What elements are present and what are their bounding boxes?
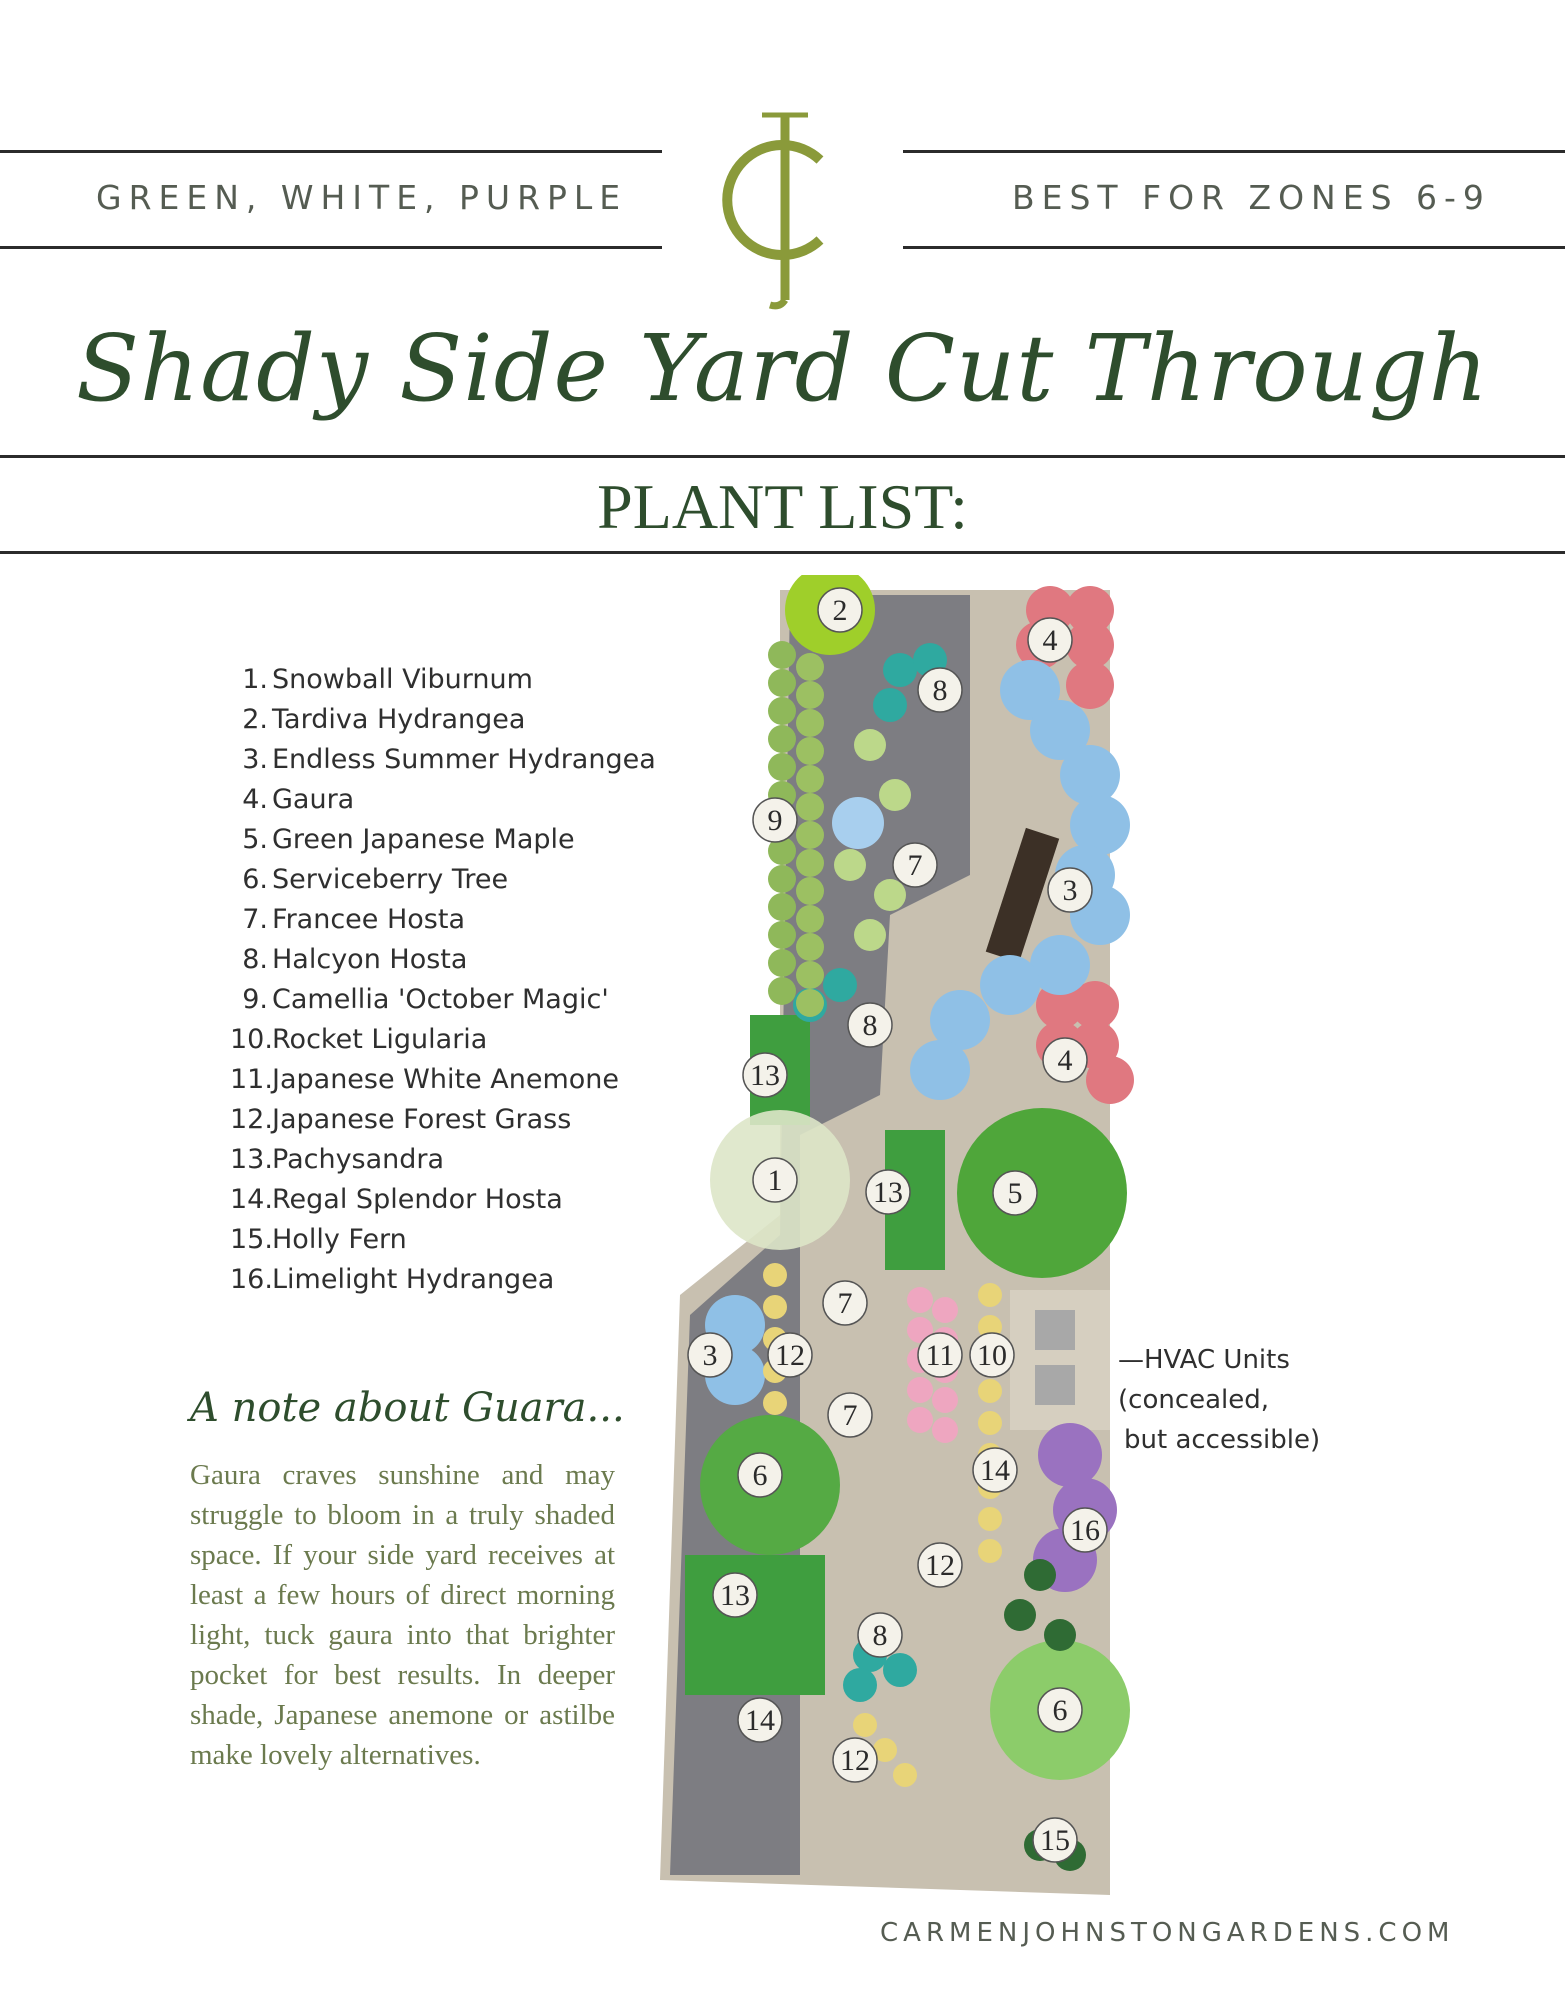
japanese-forest-grass bbox=[978, 1539, 1002, 1563]
plant-list-item bbox=[230, 980, 656, 1020]
plant-marker bbox=[973, 1448, 1017, 1492]
plant-marker bbox=[713, 1573, 757, 1617]
plant-name: Japanese Forest Grass bbox=[272, 1104, 572, 1135]
plant-marker-label: 4 bbox=[1057, 1044, 1073, 1077]
limelight-hydrangea bbox=[1038, 1423, 1102, 1487]
plant-marker-label: 14 bbox=[745, 1704, 775, 1737]
camellia-shrub bbox=[796, 765, 824, 793]
plant-number: 1. bbox=[242, 664, 268, 695]
plant-marker-label: 8 bbox=[862, 1009, 878, 1042]
gaura-shrub bbox=[1066, 661, 1114, 709]
plant-number: 5. bbox=[242, 824, 268, 855]
plant-number: 11. bbox=[230, 1064, 273, 1095]
header-rule-top-right bbox=[903, 150, 1565, 153]
hydrangea-shrub bbox=[1060, 745, 1120, 805]
japanese-forest-grass bbox=[853, 1713, 877, 1737]
plant-name: Rocket Ligularia bbox=[272, 1024, 488, 1055]
japanese-anemone bbox=[932, 1417, 958, 1443]
camellia-shrub bbox=[768, 893, 796, 921]
plant-number: 6. bbox=[242, 864, 268, 895]
plant-marker-label: 7 bbox=[837, 1287, 853, 1320]
japanese-forest-grass bbox=[763, 1295, 787, 1319]
japanese-anemone bbox=[907, 1377, 933, 1403]
plant-marker bbox=[768, 1333, 812, 1377]
water-feature bbox=[832, 797, 884, 849]
francee-hosta bbox=[879, 779, 911, 811]
plant-name: Limelight Hydrangea bbox=[272, 1264, 555, 1295]
plant-marker-label: 13 bbox=[720, 1579, 750, 1612]
halcyon-hosta bbox=[823, 968, 857, 1002]
plant-marker-label: 10 bbox=[977, 1339, 1007, 1372]
plant-marker bbox=[828, 1393, 872, 1437]
plant-marker-label: 14 bbox=[980, 1454, 1010, 1487]
plant-marker-label: 5 bbox=[1007, 1177, 1023, 1210]
plant-marker bbox=[738, 1698, 782, 1742]
plant-marker bbox=[848, 1003, 892, 1047]
holly-fern bbox=[1044, 1619, 1076, 1651]
halcyon-hosta bbox=[873, 688, 907, 722]
japanese-anemone bbox=[932, 1387, 958, 1413]
halcyon-hosta bbox=[883, 653, 917, 687]
plant-list bbox=[230, 660, 656, 1300]
plant-marker-label: 6 bbox=[1052, 1694, 1068, 1727]
plant-name: Snowball Viburnum bbox=[272, 664, 533, 695]
camellia-shrub bbox=[796, 681, 824, 709]
plant-marker bbox=[918, 1543, 962, 1587]
green-japanese-maple bbox=[957, 1108, 1127, 1278]
plant-marker-label: 3 bbox=[1062, 874, 1078, 907]
logo-c-shape bbox=[727, 145, 820, 255]
plant-marker-label: 4 bbox=[1042, 624, 1058, 657]
halcyon-hosta bbox=[843, 1668, 877, 1702]
francee-hosta bbox=[874, 879, 906, 911]
plant-marker bbox=[866, 1170, 910, 1214]
plant-number: 13. bbox=[230, 1144, 273, 1175]
plant-marker bbox=[858, 1613, 902, 1657]
camellia-shrub bbox=[796, 905, 824, 933]
plant-number: 16. bbox=[230, 1264, 273, 1295]
plant-marker bbox=[1028, 618, 1072, 662]
plant-marker-label: 9 bbox=[767, 804, 783, 837]
plant-number: 7. bbox=[242, 904, 268, 935]
camellia-shrub bbox=[768, 921, 796, 949]
camellia-shrub bbox=[796, 849, 824, 877]
camellia-shrub bbox=[796, 877, 824, 905]
plant-marker-label: 15 bbox=[1040, 1824, 1070, 1857]
plant-name: Endless Summer Hydrangea bbox=[272, 744, 656, 775]
plant-list-item bbox=[230, 900, 656, 940]
note-text: Gaura craves sunshine and may struggle to bloom in a truly shaded space. If your side yard receives at least a few hours of direct morning light, tuck gaura into that brighter pocket for best results. In deeper shade, Japanese anemone or astilbe make lovely alternatives. bbox=[190, 1459, 615, 1771]
plant-number: 3. bbox=[242, 744, 268, 775]
camellia-shrub bbox=[796, 793, 824, 821]
plant-marker bbox=[1033, 1818, 1077, 1862]
francee-hosta bbox=[834, 849, 866, 881]
camellia-shrub bbox=[768, 753, 796, 781]
plant-list-item bbox=[230, 1060, 656, 1100]
subtitle-rule-bottom bbox=[0, 551, 1565, 554]
logo-j-hook bbox=[770, 300, 785, 306]
plant-list-item bbox=[230, 1100, 656, 1140]
plant-list-item bbox=[230, 940, 656, 980]
plant-marker-label: 12 bbox=[925, 1549, 955, 1582]
plant-name: Camellia 'October Magic' bbox=[272, 984, 609, 1015]
japanese-anemone bbox=[907, 1287, 933, 1313]
plant-name: Holly Fern bbox=[272, 1224, 407, 1255]
hvac-unit-2 bbox=[1035, 1365, 1075, 1405]
plant-marker-label: 1 bbox=[767, 1164, 783, 1197]
plant-list-item bbox=[230, 860, 656, 900]
color-scheme-label: GREEN, WHITE, PURPLE bbox=[96, 178, 628, 217]
plant-marker-label: 11 bbox=[925, 1339, 955, 1372]
plant-marker-label: 13 bbox=[873, 1176, 903, 1209]
camellia-shrub bbox=[768, 669, 796, 697]
website-footer: CARMENJOHNSTONGARDENS.COM bbox=[880, 1918, 1455, 1948]
camellia-shrub bbox=[796, 737, 824, 765]
camellia-shrub bbox=[768, 865, 796, 893]
japanese-forest-grass bbox=[978, 1283, 1002, 1307]
hvac-line-1: —HVAC Units bbox=[1118, 1345, 1290, 1375]
plant-number: 2. bbox=[242, 704, 268, 735]
header-rule-top-left bbox=[0, 150, 662, 153]
plant-name: Francee Hosta bbox=[272, 904, 465, 935]
plant-marker-label: 16 bbox=[1070, 1514, 1100, 1547]
camellia-shrub bbox=[768, 977, 796, 1005]
plant-number: 10. bbox=[230, 1024, 273, 1055]
plant-marker-label: 6 bbox=[752, 1459, 768, 1492]
plant-marker-label: 8 bbox=[872, 1619, 888, 1652]
header-rule-bottom-left bbox=[0, 246, 662, 249]
hvac-line-2: (concealed, bbox=[1118, 1385, 1270, 1415]
camellia-shrub bbox=[768, 725, 796, 753]
plant-number: 4. bbox=[242, 784, 268, 815]
plant-marker-label: 2 bbox=[832, 594, 848, 627]
plant-list-item bbox=[230, 1140, 656, 1180]
hvac-annotation bbox=[1118, 1340, 1320, 1460]
plant-marker-label: 7 bbox=[907, 849, 923, 882]
plant-marker-label: 3 bbox=[702, 1339, 718, 1372]
plant-marker bbox=[1043, 1038, 1087, 1082]
hvac-unit-1 bbox=[1035, 1310, 1075, 1350]
plant-list-item bbox=[230, 780, 656, 820]
garden-plan bbox=[640, 575, 1160, 1905]
plant-marker bbox=[738, 1453, 782, 1497]
plant-list-item bbox=[230, 820, 656, 860]
camellia-shrub bbox=[796, 961, 824, 989]
francee-hosta bbox=[854, 729, 886, 761]
plant-marker bbox=[743, 1053, 787, 1097]
zones-label: BEST FOR ZONES 6-9 bbox=[1012, 178, 1491, 217]
hvac-line-3: but accessible) bbox=[1124, 1425, 1321, 1455]
plant-marker bbox=[688, 1333, 732, 1377]
japanese-forest-grass bbox=[978, 1507, 1002, 1531]
plant-marker bbox=[753, 798, 797, 842]
plant-list-heading: PLANT LIST: bbox=[597, 471, 968, 542]
header-rule-bottom-right bbox=[903, 246, 1565, 249]
plant-list-item bbox=[230, 1020, 656, 1060]
camellia-shrub bbox=[768, 949, 796, 977]
holly-fern bbox=[1004, 1599, 1036, 1631]
plant-number: 14. bbox=[230, 1184, 273, 1215]
camellia-shrub bbox=[796, 989, 824, 1017]
page-title: Shady Side Yard Cut Through bbox=[75, 315, 1490, 422]
plant-marker bbox=[970, 1333, 1014, 1377]
francee-hosta bbox=[854, 919, 886, 951]
hydrangea-shrub bbox=[980, 955, 1040, 1015]
plant-name: Pachysandra bbox=[272, 1144, 445, 1175]
plant-list-item bbox=[230, 1220, 656, 1260]
plant-marker bbox=[993, 1171, 1037, 1215]
plant-marker-label: 13 bbox=[750, 1059, 780, 1092]
camellia-shrub bbox=[796, 653, 824, 681]
japanese-forest-grass bbox=[763, 1263, 787, 1287]
plant-name: Gaura bbox=[272, 784, 355, 815]
camellia-shrub bbox=[796, 933, 824, 961]
japanese-forest-grass bbox=[763, 1391, 787, 1415]
pachysandra-bed-3 bbox=[685, 1555, 825, 1695]
plant-marker-label: 7 bbox=[842, 1399, 858, 1432]
plant-marker-label: 12 bbox=[840, 1744, 870, 1777]
japanese-forest-grass bbox=[893, 1763, 917, 1787]
plant-list-item bbox=[230, 1180, 656, 1220]
plant-marker-label: 12 bbox=[775, 1339, 805, 1372]
plant-marker bbox=[818, 588, 862, 632]
plant-marker bbox=[753, 1158, 797, 1202]
plant-marker bbox=[823, 1281, 867, 1325]
plant-number: 9. bbox=[242, 984, 268, 1015]
plant-list-item bbox=[230, 740, 656, 780]
camellia-shrub bbox=[768, 697, 796, 725]
plant-marker bbox=[918, 1333, 962, 1377]
japanese-forest-grass bbox=[978, 1379, 1002, 1403]
plant-number: 12. bbox=[230, 1104, 273, 1135]
plant-name: Green Japanese Maple bbox=[272, 824, 575, 855]
plant-marker bbox=[833, 1738, 877, 1782]
plant-name: Serviceberry Tree bbox=[272, 864, 509, 895]
halcyon-hosta bbox=[883, 1653, 917, 1687]
plant-list-item bbox=[230, 1260, 656, 1300]
plant-marker bbox=[893, 843, 937, 887]
japanese-anemone bbox=[907, 1407, 933, 1433]
plant-name: Japanese White Anemone bbox=[272, 1064, 620, 1095]
camellia-shrub bbox=[796, 821, 824, 849]
japanese-forest-grass bbox=[978, 1411, 1002, 1435]
plant-name: Tardiva Hydrangea bbox=[272, 704, 526, 735]
plant-marker bbox=[1063, 1508, 1107, 1552]
plant-marker bbox=[1048, 868, 1092, 912]
plant-name: Regal Splendor Hosta bbox=[272, 1184, 563, 1215]
plant-number: 15. bbox=[230, 1224, 273, 1255]
gaura-shrub bbox=[1086, 1056, 1134, 1104]
note-title: A note about Guara... bbox=[190, 1385, 625, 1431]
plant-number: 8. bbox=[242, 944, 268, 975]
plant-list-item bbox=[230, 700, 656, 740]
plant-marker bbox=[1038, 1688, 1082, 1732]
plant-list-item bbox=[230, 660, 656, 700]
carmen-johnston-logo bbox=[700, 100, 870, 310]
plant-name: Halcyon Hosta bbox=[272, 944, 468, 975]
japanese-anemone bbox=[932, 1297, 958, 1323]
holly-fern bbox=[1024, 1559, 1056, 1591]
plant-marker-label: 8 bbox=[932, 674, 948, 707]
camellia-shrub bbox=[796, 709, 824, 737]
hydrangea-shrub bbox=[910, 1040, 970, 1100]
camellia-shrub bbox=[768, 641, 796, 669]
plant-marker bbox=[918, 668, 962, 712]
title-rule-bottom bbox=[0, 455, 1565, 458]
